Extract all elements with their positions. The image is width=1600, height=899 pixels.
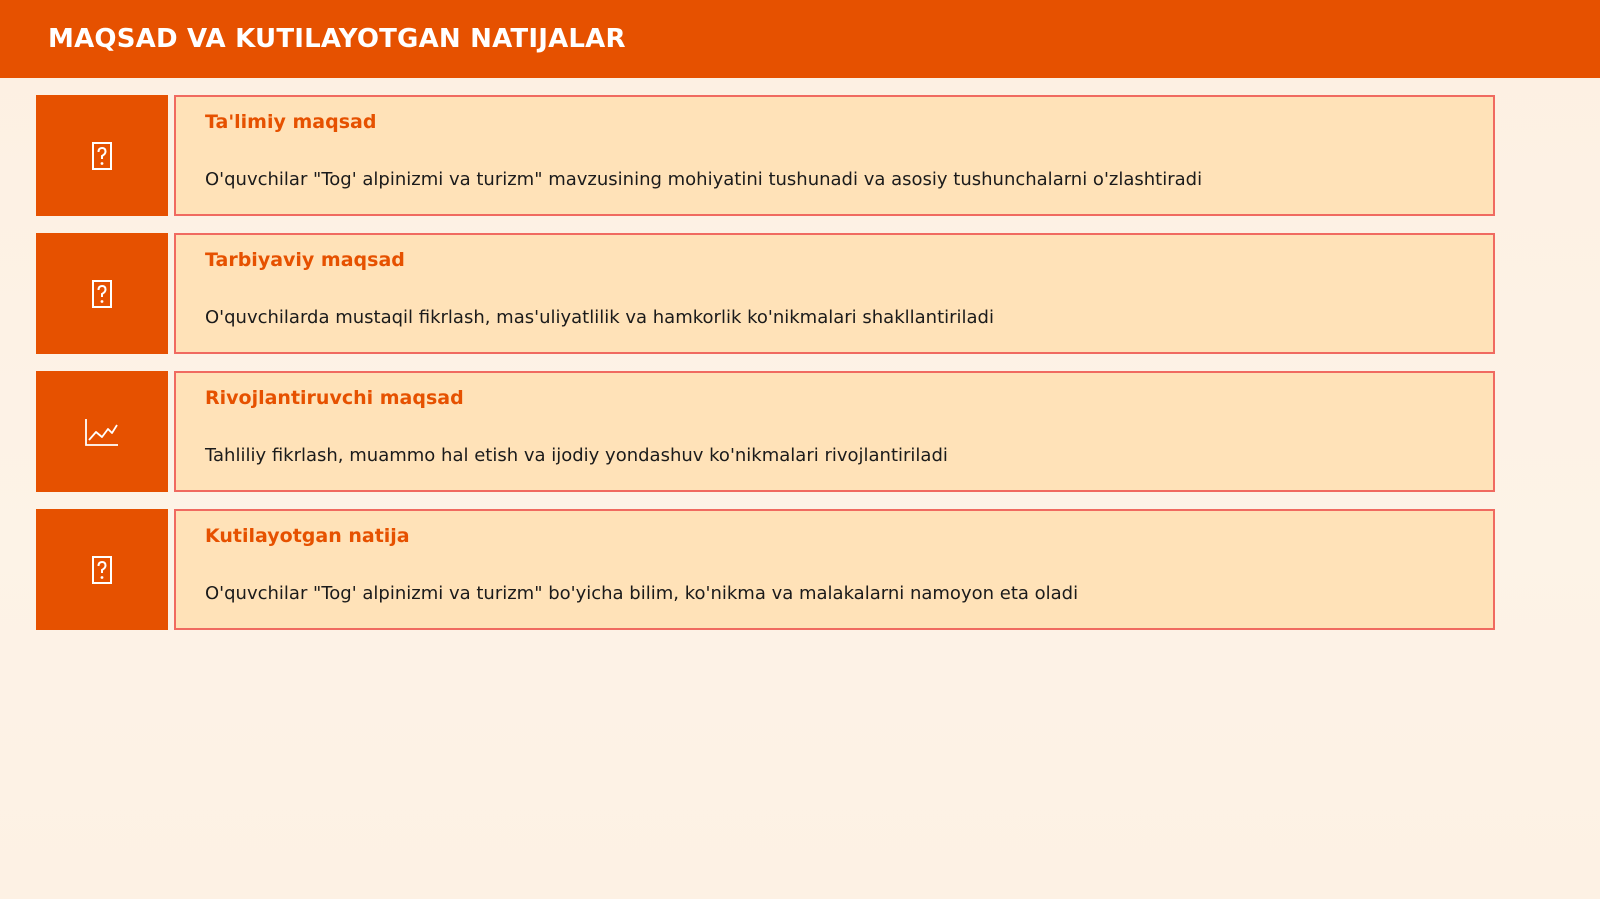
missing-glyph-icon bbox=[91, 141, 113, 171]
goal-row-expected-result bbox=[36, 509, 1495, 630]
goal-title: Ta'limiy maqsad bbox=[205, 111, 377, 133]
goal-title: Tarbiyaviy maqsad bbox=[205, 249, 405, 271]
icon-tile bbox=[36, 95, 168, 216]
goal-card bbox=[174, 371, 1495, 492]
line-chart-icon bbox=[84, 417, 120, 447]
goal-description: O'quvchilarda mustaqil fikrlash, mas'uliyatlilik va hamkorlik ko'nikmalari shakllantiriladi bbox=[205, 307, 994, 328]
header-bar bbox=[0, 0, 1600, 78]
goal-row-educational bbox=[36, 95, 1495, 216]
goal-description: O'quvchilar "Tog' alpinizmi va turizm" mavzusining mohiyatini tushunadi va asosiy tushunchalarni o'zlashtiradi bbox=[205, 169, 1203, 190]
goal-card bbox=[174, 233, 1495, 354]
goal-description: O'quvchilar "Tog' alpinizmi va turizm" bo'yicha bilim, ko'nikma va malakalarni namoyon eta oladi bbox=[205, 583, 1079, 604]
goal-title: Kutilayotgan natija bbox=[205, 525, 410, 547]
page-title: MAQSAD VA KUTILAYOTGAN NATIJALAR bbox=[48, 24, 626, 54]
goal-description: Tahliliy fikrlash, muammo hal etish va ijodiy yondashuv ko'nikmalari rivojlantiriladi bbox=[205, 445, 948, 466]
icon-tile bbox=[36, 371, 168, 492]
missing-glyph-icon bbox=[91, 555, 113, 585]
icon-tile bbox=[36, 233, 168, 354]
icon-tile bbox=[36, 509, 168, 630]
goal-row-developmental bbox=[36, 371, 1495, 492]
goal-card bbox=[174, 95, 1495, 216]
goal-row-upbringing bbox=[36, 233, 1495, 354]
goal-title: Rivojlantiruvchi maqsad bbox=[205, 387, 464, 409]
goal-card bbox=[174, 509, 1495, 630]
missing-glyph-icon bbox=[91, 279, 113, 309]
